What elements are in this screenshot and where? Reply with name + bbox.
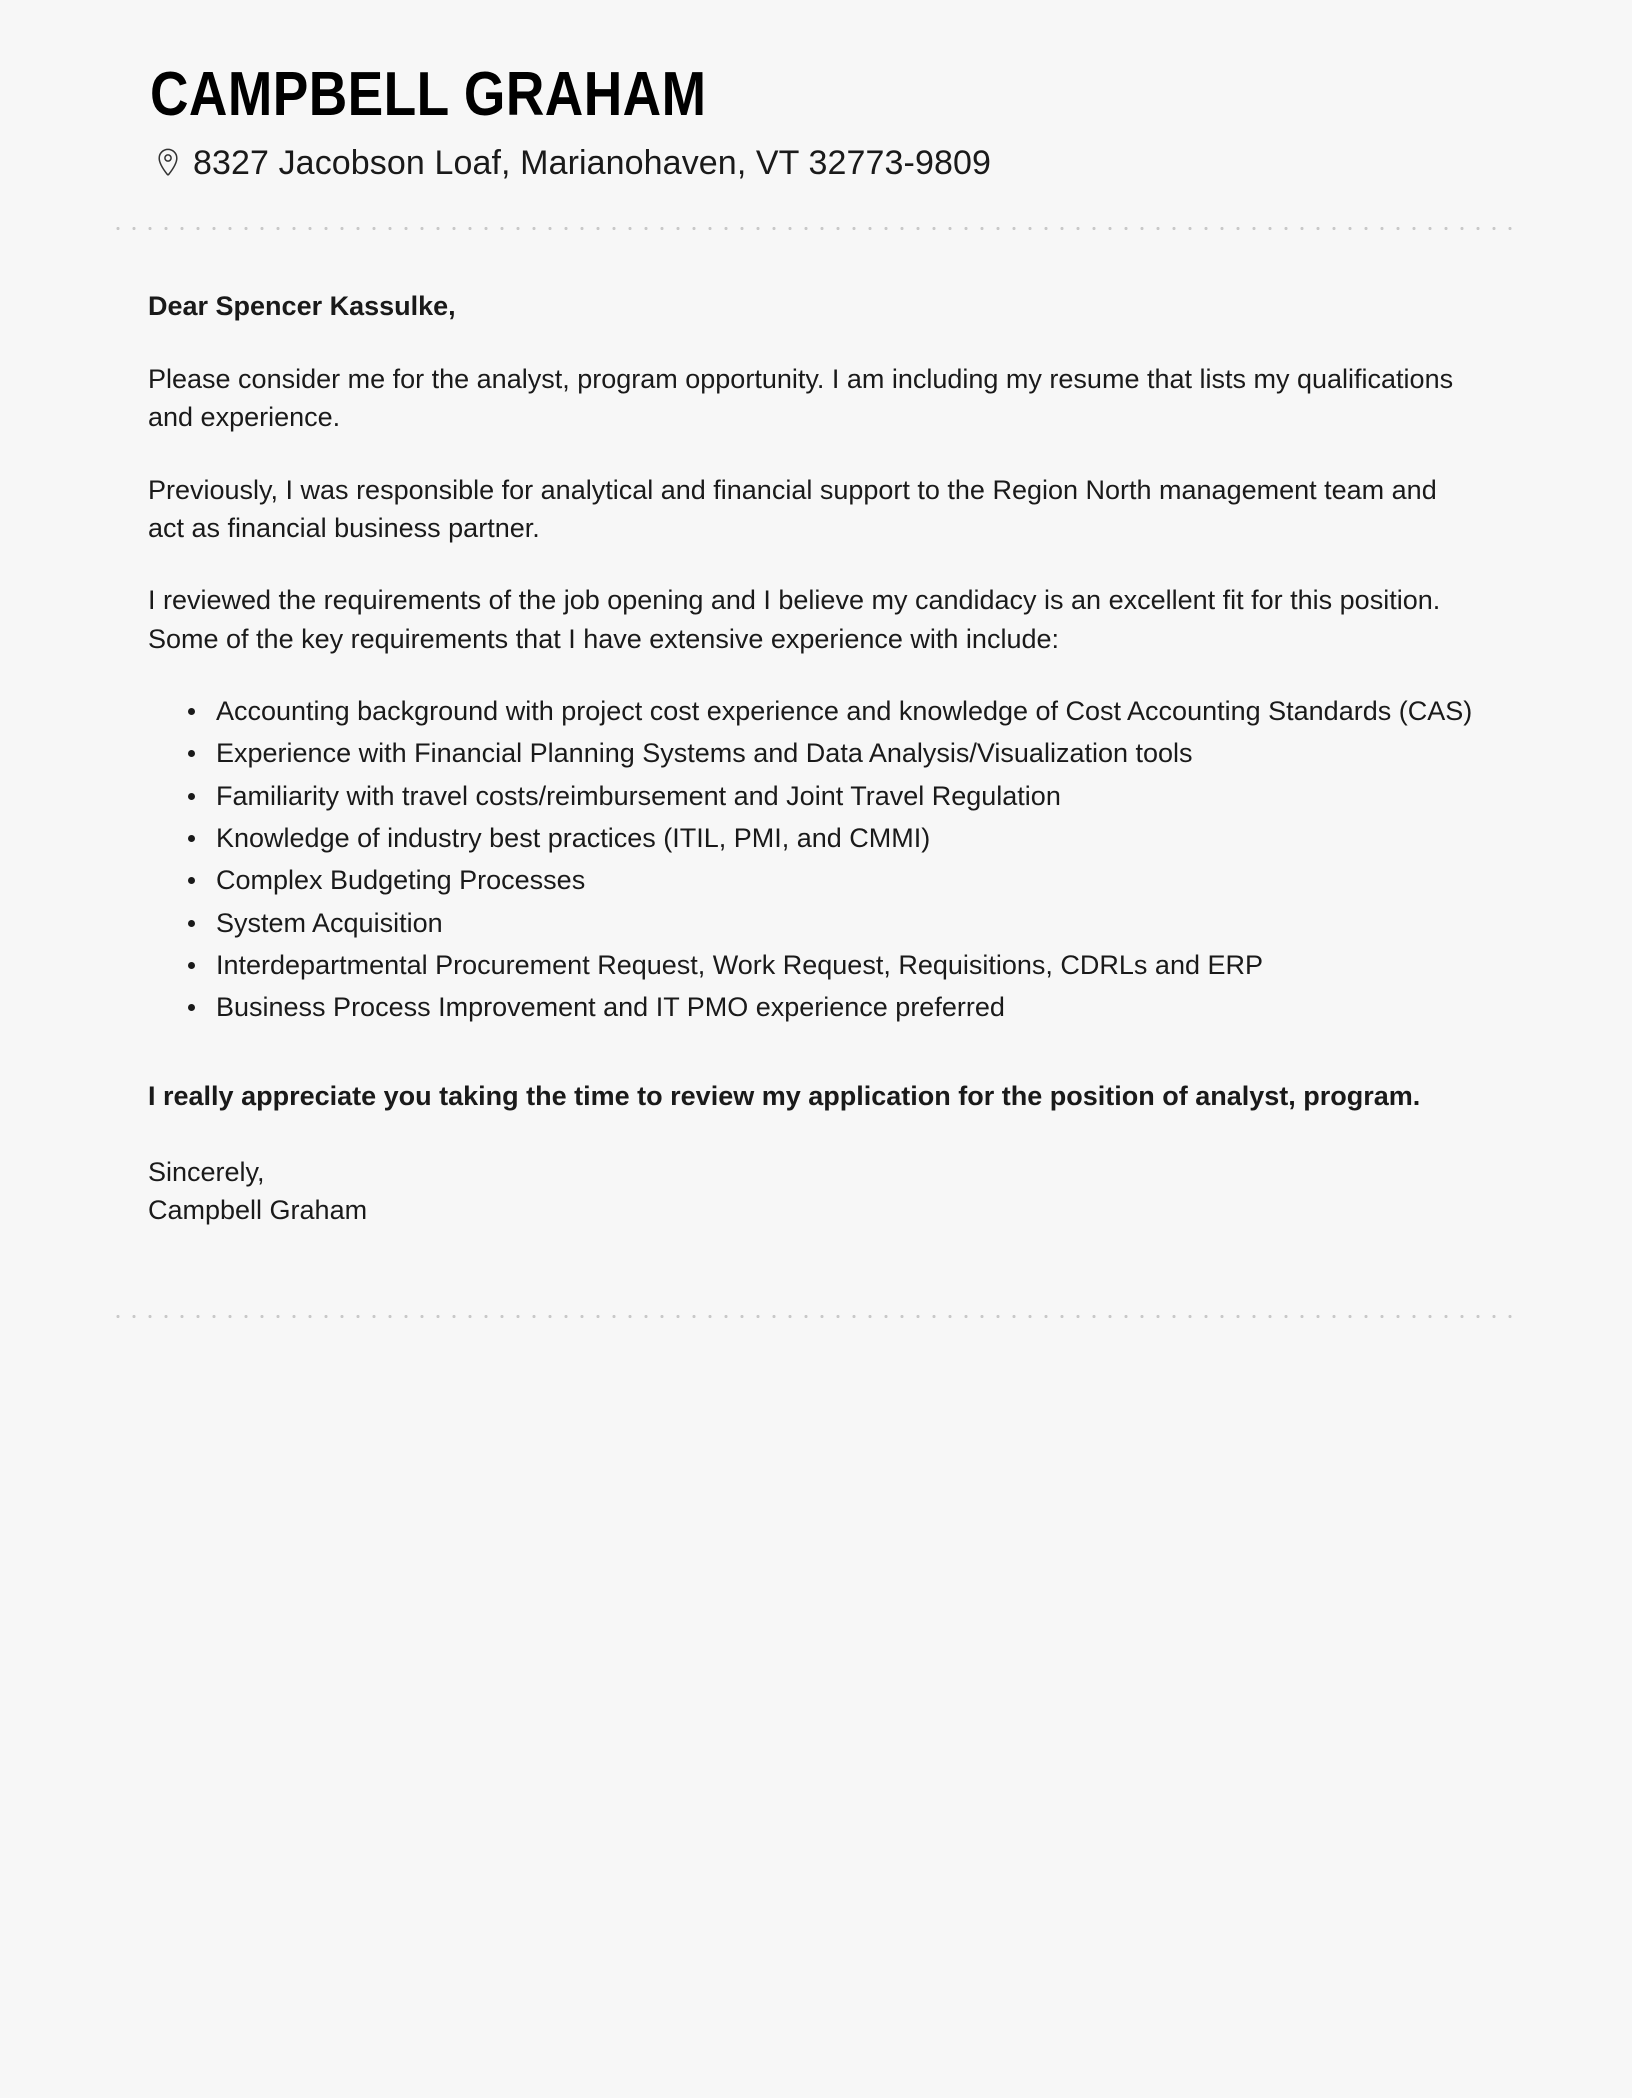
divider-bottom [110, 1314, 1522, 1319]
list-item: Accounting background with project cost experience and knowledge of Cost Accounting Standards (CAS) [182, 692, 1482, 730]
contact-address-text: 8327 Jacobson Loaf, Marianohaven, VT 32773-9809 [193, 144, 991, 183]
bottom-spacer [148, 1230, 1482, 1314]
divider-top [110, 226, 1522, 231]
contact-address-row [155, 143, 1482, 184]
list-item: System Acquisition [182, 904, 1482, 942]
signature-name: Campbell Graham [148, 1195, 368, 1226]
list-item: Familiarity with travel costs/reimbursement and Joint Travel Regulation [182, 777, 1482, 815]
map-pin-icon [155, 146, 181, 180]
list-item: Interdepartmental Procurement Request, Work Request, Requisitions, CDRLs and ERP [182, 946, 1482, 984]
letter-body [0, 287, 1632, 1314]
letter-header [0, 0, 1632, 184]
paragraph-experience: Previously, I was responsible for analytical and financial support to the Region North management team and act as financial business partner. [148, 474, 1437, 544]
salutation: Dear Spencer Kassulke, [148, 290, 456, 321]
list-item: Experience with Financial Planning Systems and Data Analysis/Visualization tools [182, 734, 1482, 772]
sign-off: Sincerely, [148, 1156, 265, 1187]
paragraph-intro: Please consider me for the analyst, program opportunity. I am including my resume that lists my qualifications and experience. [148, 364, 1454, 433]
list-item: Complex Budgeting Processes [182, 861, 1482, 899]
page-title: CAMPBELL GRAHAM [150, 60, 707, 129]
paragraph-closing: I really appreciate you taking the time to review my application for the position of analyst, program. [148, 1080, 1421, 1111]
paragraph-requirements-intro: I reviewed the requirements of the job opening and I believe my candidacy is an excellent fit for this position. Some of the key requirements that I have extensive experience with include: [148, 585, 1441, 654]
list-item: Business Process Improvement and IT PMO experience preferred [182, 988, 1482, 1026]
list-item: Knowledge of industry best practices (ITIL, PMI, and CMMI) [182, 819, 1482, 857]
signature-block [148, 1153, 1482, 1230]
qualifications-list [148, 692, 1482, 1027]
